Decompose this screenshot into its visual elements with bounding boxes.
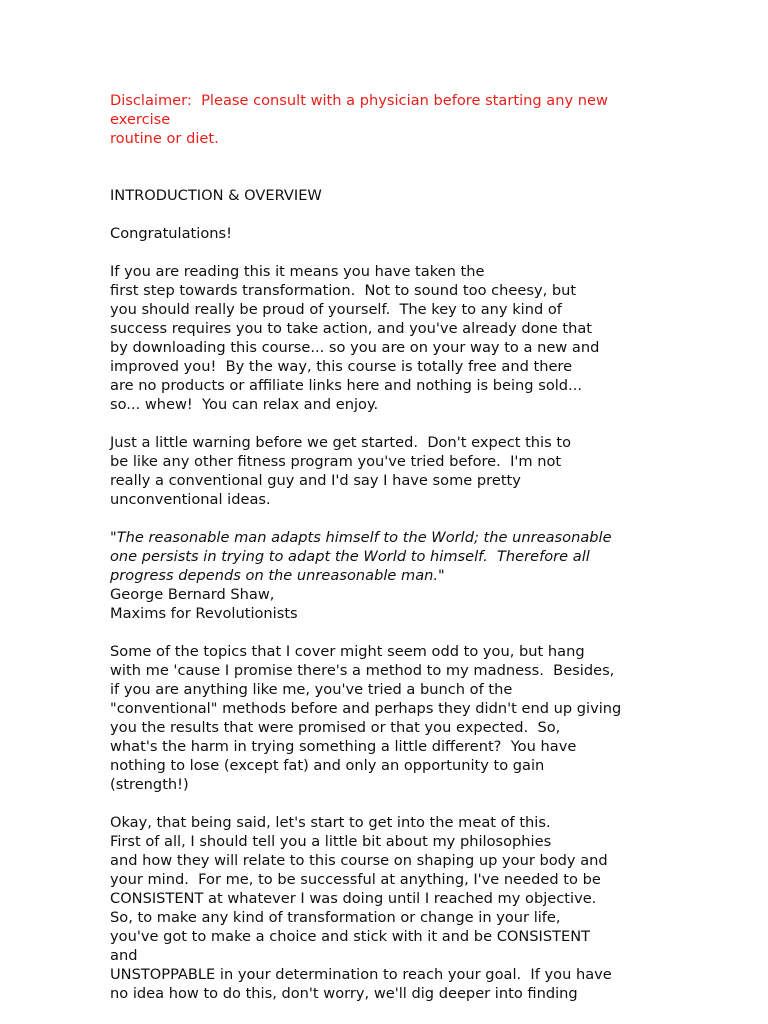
text-line: so... whew! You can relax and enjoy. <box>110 396 379 413</box>
text-line: by downloading this course... so you are on your way to a new and <box>110 339 600 356</box>
greeting: Congratulations! <box>110 225 232 242</box>
text-line: your mind. For me, to be successful at anything, I've needed to be <box>110 871 601 888</box>
text-line: Some of the topics that I cover might seem odd to you, but hang <box>110 643 585 660</box>
text-line: if you are anything like me, you've tried a bunch of the <box>110 681 513 698</box>
disclaimer-line: Disclaimer: Please consult with a physician before starting any new <box>110 92 608 109</box>
text-line: If you are reading this it means you have taken the <box>110 263 485 280</box>
text-line: are no products or affiliate links here and nothing is being sold... <box>110 377 582 394</box>
quote-line: one persists in trying to adapt the World to himself. Therefore all <box>110 548 590 565</box>
paragraph-philosophy <box>110 813 760 1003</box>
text-line: what's the harm in trying something a little different? You have <box>110 738 577 755</box>
text-line: and <box>110 947 138 964</box>
text-line: improved you! By the way, this course is totally free and there <box>110 358 573 375</box>
text-line: Okay, that being said, let's start to get into the meat of this. <box>110 814 551 831</box>
quote-block <box>110 528 760 623</box>
quote-line: progress depends on the unreasonable man." <box>110 567 445 584</box>
document-body <box>110 91 760 1003</box>
text-line: CONSISTENT at whatever I was doing until I reached my objective. <box>110 890 597 907</box>
text-line: really a conventional guy and I'd say I have some pretty <box>110 472 521 489</box>
text-line: you've got to make a choice and stick with it and be CONSISTENT <box>110 928 591 945</box>
text-line: you should really be proud of yourself. The key to any kind of <box>110 301 562 318</box>
quote-source: Maxims for Revolutionists <box>110 605 298 622</box>
text-line: First of all, I should tell you a little bit about my philosophies <box>110 833 552 850</box>
quote-line: "The reasonable man adapts himself to the World; the unreasonable <box>110 529 612 546</box>
disclaimer-line: exercise <box>110 111 171 128</box>
text-line: (strength!) <box>110 776 189 793</box>
quote-author: George Bernard Shaw, <box>110 586 275 603</box>
disclaimer-line: routine or diet. <box>110 130 219 147</box>
quote-text <box>110 528 760 585</box>
text-line: Just a little warning before we get started. Don't expect this to <box>110 434 572 451</box>
paragraph-topics <box>110 642 760 794</box>
text-line: you the results that were promised or that you expected. So, <box>110 719 561 736</box>
section-heading: INTRODUCTION & OVERVIEW <box>110 187 322 204</box>
text-line: first step towards transformation. Not to sound too cheesy, but <box>110 282 577 299</box>
text-line: be like any other fitness program you've tried before. I'm not <box>110 453 562 470</box>
text-line: "conventional" methods before and perhaps they didn't end up giving <box>110 700 622 717</box>
text-line: UNSTOPPABLE in your determination to reach your goal. If you have <box>110 966 612 983</box>
text-line: with me 'cause I promise there's a method to my madness. Besides, <box>110 662 615 679</box>
text-line: So, to make any kind of transformation or change in your life, <box>110 909 561 926</box>
disclaimer <box>110 91 760 148</box>
paragraph-warning <box>110 433 760 509</box>
paragraph-intro <box>110 262 760 414</box>
text-line: success requires you to take action, and you've already done that <box>110 320 593 337</box>
text-line: and how they will relate to this course on shaping up your body and <box>110 852 608 869</box>
text-line: unconventional ideas. <box>110 491 271 508</box>
text-line: no idea how to do this, don't worry, we'll dig deeper into finding <box>110 985 578 1002</box>
text-line: nothing to lose (except fat) and only an opportunity to gain <box>110 757 545 774</box>
